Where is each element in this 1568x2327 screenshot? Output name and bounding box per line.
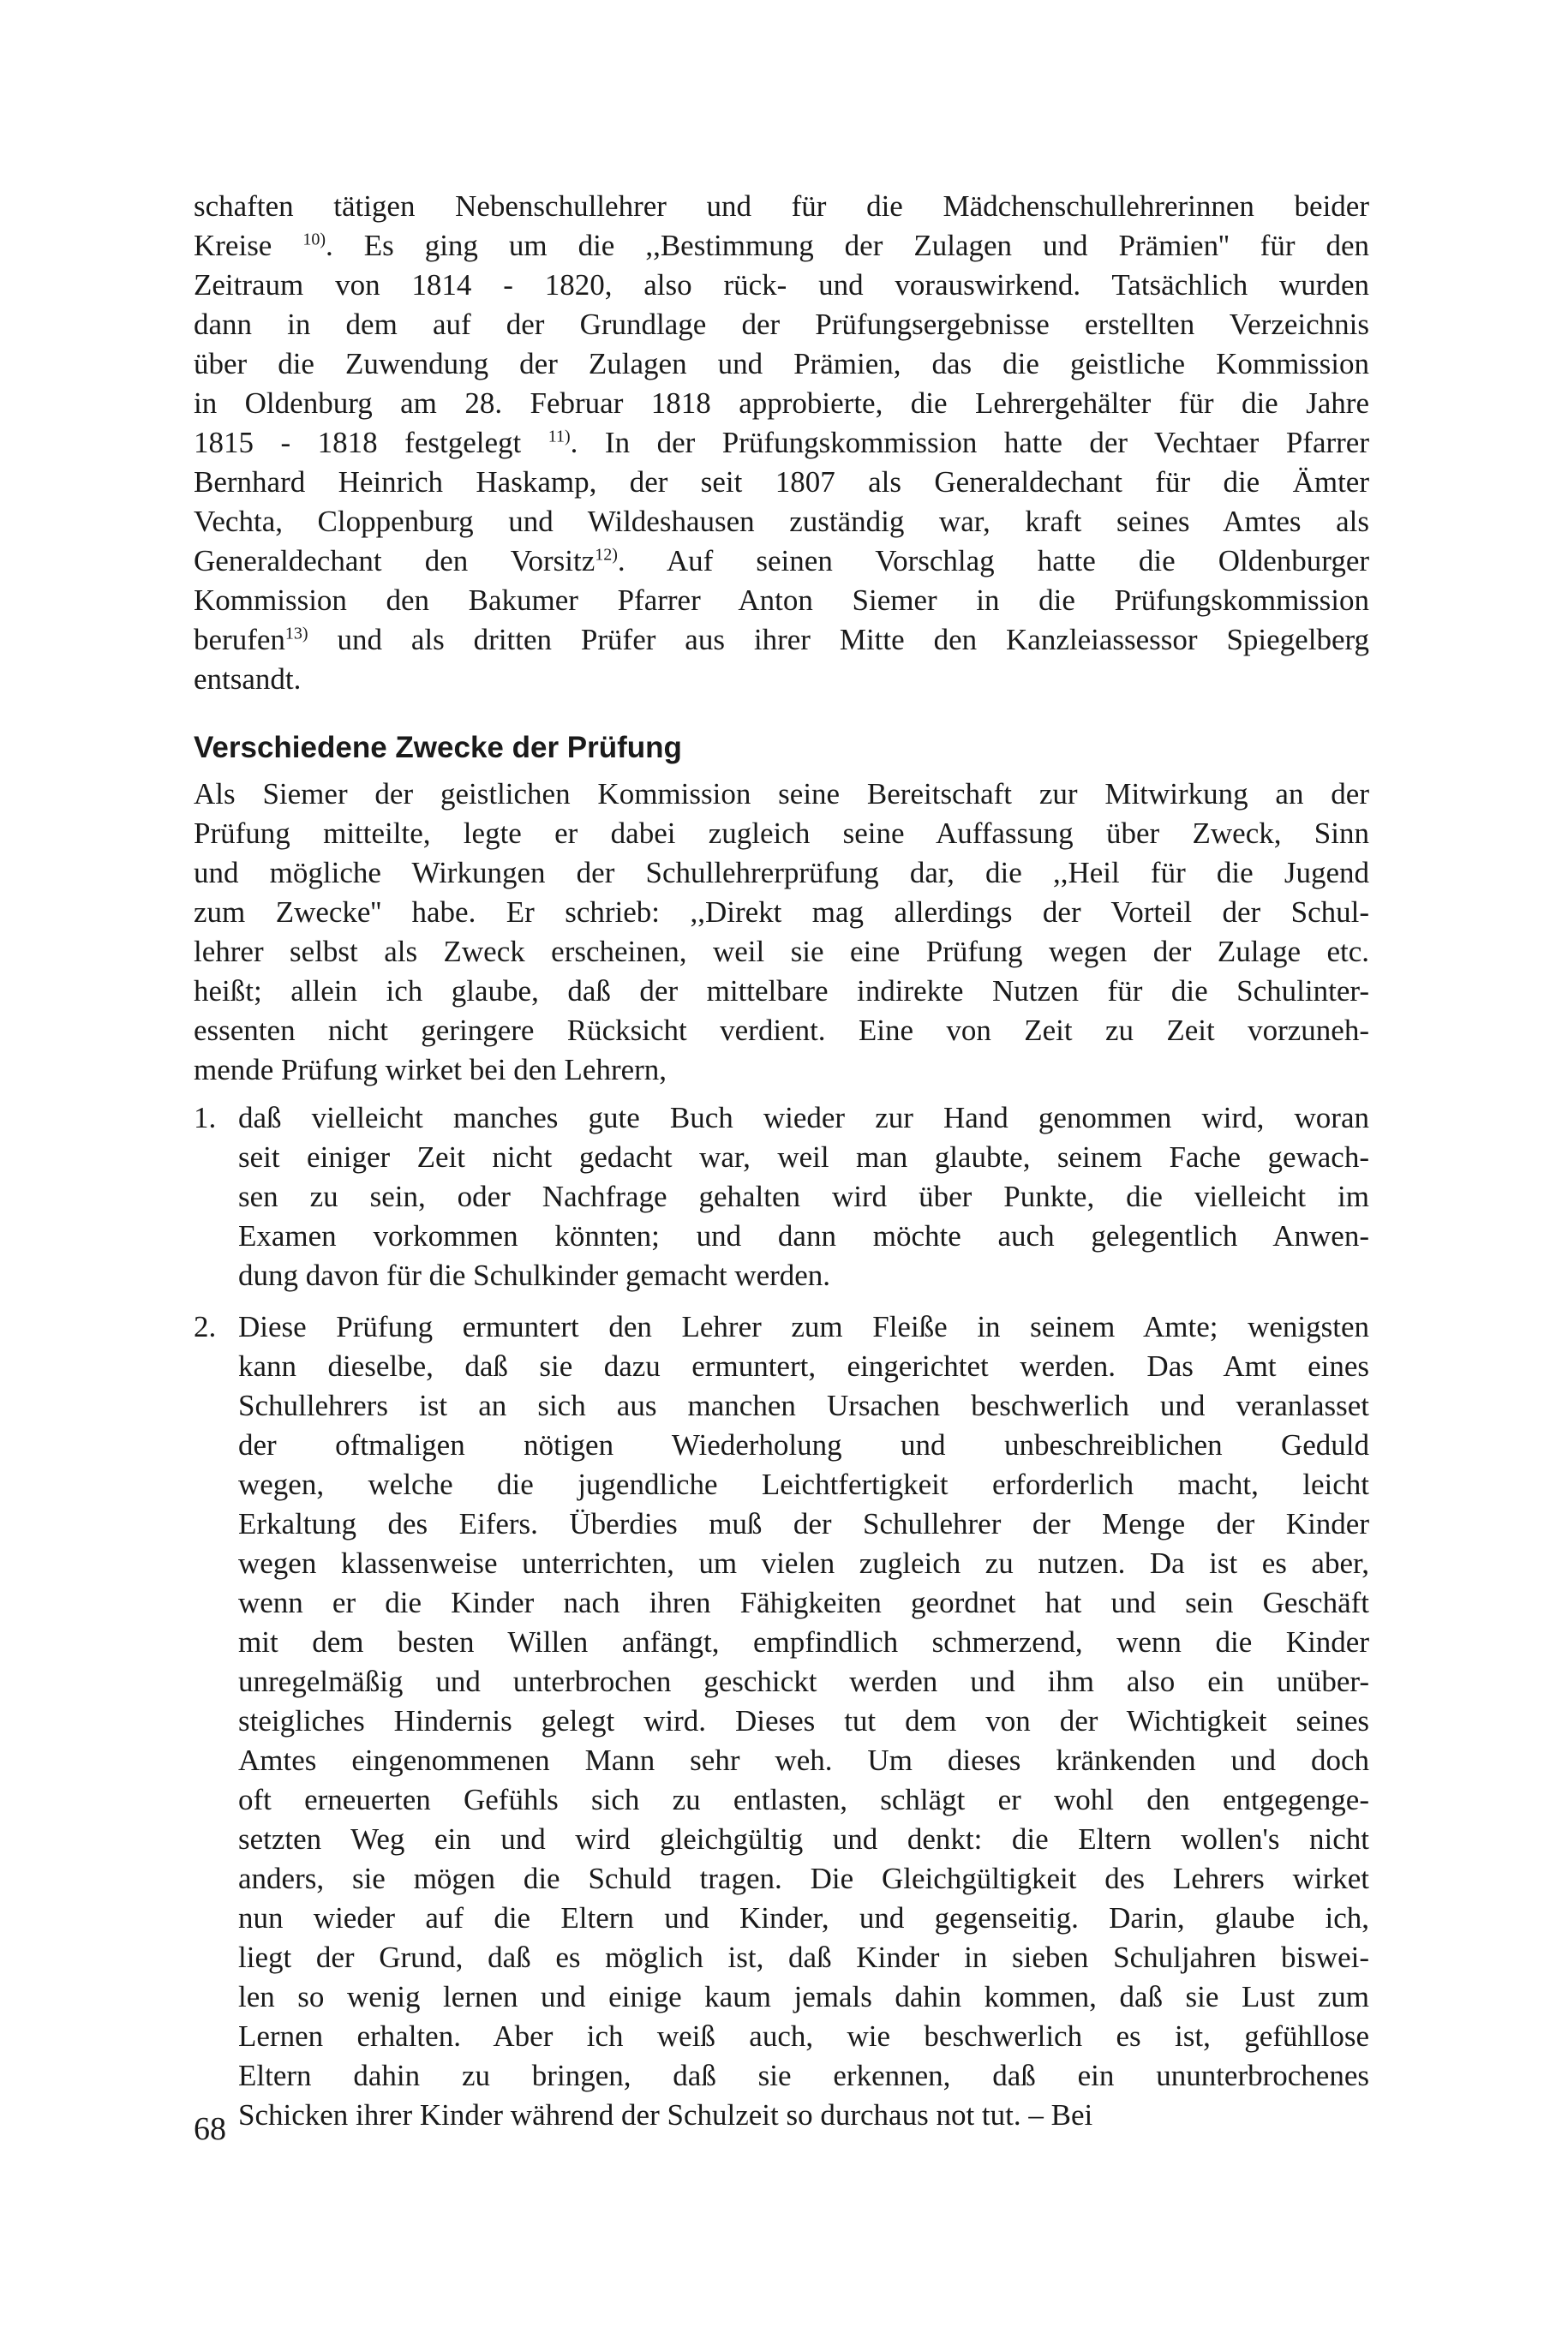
text-line: anders, sie mögen die Schuld tragen. Die Gleichgültigkeit des Lehrers wirket	[238, 1862, 1369, 1895]
text-line: steigliches Hindernis gelegt wird. Dieses tut dem von der Wichtigkeit seines	[238, 1704, 1369, 1738]
text-line: nun wieder auf die Eltern und Kinder, und gegenseitig. Darin, glaube ich,	[238, 1901, 1369, 1935]
text-line: unregelmäßig und unterbrochen geschickt werden und ihm also ein unüber-	[238, 1665, 1369, 1698]
text-line: dann in dem auf der Grundlage der Prüfungsergebnisse erstellten Verzeichnis	[194, 308, 1369, 341]
text-line: zum Zwecke'' habe. Er schrieb: ,,Direkt mag allerdings der Vorteil der Schul-	[194, 895, 1369, 929]
text-line: Erkaltung des Eifers. Überdies muß der Schullehrer der Menge der Kinder	[238, 1507, 1369, 1540]
text-line: Schullehrers ist an sich aus manchen Ursachen beschwerlich und veranlasset	[238, 1389, 1369, 1422]
text-line: Amtes eingenommenen Mann sehr weh. Um dieses kränkenden und doch	[238, 1744, 1369, 1777]
text-line: entsandt.	[194, 662, 302, 696]
footnote-ref: 10)	[302, 230, 326, 249]
text-line: Kreise $^{10)}$. Es ging um die ,,Bestimmung der Zulagen und Prämien'' für den	[194, 229, 1369, 262]
footnote-ref: 13)	[284, 624, 308, 643]
numbered-list	[194, 1098, 1369, 2135]
text-line: Diese Prüfung ermuntert den Lehrer zum Fleiße in seinem Amte; wenigsten	[238, 1310, 1369, 1343]
list-item	[194, 1098, 1369, 1295]
text-line: Schicken ihrer Kinder während der Schulzeit so durchaus not tut. – Bei	[238, 2098, 1093, 2132]
text-line: mit dem besten Willen anfängt, empfindlich schmerzend, wenn die Kinder	[238, 1625, 1369, 1659]
text-line: len so wenig lernen und einige kaum jemals dahin kommen, daß sie Lust zum	[238, 1980, 1369, 2013]
text-line: daß vielleicht manches gute Buch wieder zur Hand genommen wird, woran	[238, 1101, 1369, 1134]
list-item	[194, 1307, 1369, 2135]
text-line: Zeitraum von 1814 - 1820, also rück- und vorauswirkend. Tatsächlich wurden	[194, 268, 1369, 302]
text-line: 1815 - 1818 festgelegt $^{11)}$. In der Prüfungskommission hatte der Vechtaer Pfarrer	[194, 426, 1369, 459]
text-line: der oftmaligen nötigen Wiederholung und unbeschreiblichen Geduld	[238, 1428, 1369, 1462]
text-line: heißt; allein ich glaube, daß der mittelbare indirekte Nutzen für die Schulinter-	[194, 974, 1369, 1008]
text-line: Bernhard Heinrich Haskamp, der seit 1807 als Generaldechant für die Ämter	[194, 465, 1369, 499]
text-line: berufen$^{13)}$ und als dritten Prüfer aus ihrer Mitte den Kanzleiassessor Spiegelberg	[194, 623, 1369, 656]
text-line: Vechta, Cloppenburg und Wildeshausen zuständig war, kraft seines Amtes als	[194, 505, 1369, 538]
text-line: oft erneuerten Gefühls sich zu entlasten, schlägt er wohl den entgegenge-	[238, 1783, 1369, 1816]
text-line: dung davon für die Schulkinder gemacht werden.	[238, 1259, 831, 1292]
text-line: Kommission den Bakumer Pfarrer Anton Siemer in die Prüfungskommission	[194, 583, 1369, 617]
text-line: liegt der Grund, daß es möglich ist, daß Kinder in sieben Schuljahren biswei-	[238, 1941, 1369, 1974]
text-line: sen zu sein, oder Nachfrage gehalten wird über Punkte, die vielleicht im	[238, 1180, 1369, 1213]
text-line: seit einiger Zeit nicht gedacht war, weil man glaubte, seinem Fache gewach-	[238, 1140, 1369, 1174]
section-heading: Verschiedene Zwecke der Prüfung	[194, 731, 682, 764]
text-line: setzten Weg ein und wird gleichgültig und denkt: die Eltern wollen's nicht	[238, 1822, 1369, 1856]
text-line: Eltern dahin zu bringen, daß sie erkennen, daß ein ununterbrochenes	[238, 2059, 1369, 2092]
text-line: schaften tätigen Nebenschullehrer und für die Mädchenschullehrerinnen beider	[194, 189, 1369, 223]
intro-paragraph	[194, 187, 1369, 699]
text-line: Als Siemer der geistlichen Kommission seine Bereitschaft zur Mitwirkung an der	[194, 777, 1369, 811]
text-line: Examen vorkommen könnten; und dann möchte auch gelegentlich Anwen-	[238, 1219, 1369, 1253]
text-line: lehrer selbst als Zweck erscheinen, weil sie eine Prüfung wegen der Zulage etc.	[194, 935, 1369, 968]
text-line: Generaldechant den Vorsitz$^{12)}$. Auf seinen Vorschlag hatte die Oldenburger	[194, 544, 1370, 577]
list-item-number: 1.	[194, 1101, 217, 1134]
text-line: essenten nicht geringere Rücksicht verdient. Eine von Zeit zu Zeit vorzuneh-	[194, 1014, 1369, 1047]
footnote-ref: 12)	[595, 545, 618, 565]
text-line: Prüfung mitteilte, legte er dabei zugleich seine Auffassung über Zweck, Sinn	[194, 817, 1369, 850]
section-paragraph	[194, 775, 1369, 1090]
text-line: wegen klassenweise unterrichten, um vielen zugleich zu nutzen. Da ist es aber,	[238, 1546, 1369, 1580]
list-item-text	[238, 1098, 1369, 1295]
page-number: 68	[194, 2111, 226, 2147]
text-line: kann dieselbe, daß sie dazu ermuntert, eingerichtet werden. Das Amt eines	[238, 1349, 1369, 1383]
text-line: wegen, welche die jugendliche Leichtfertigkeit erforderlich macht, leicht	[238, 1468, 1369, 1501]
text-line: mende Prüfung wirket bei den Lehrern,	[194, 1053, 667, 1086]
page-body	[194, 187, 1369, 2147]
text-line: über die Zuwendung der Zulagen und Prämien, das die geistliche Kommission	[194, 347, 1369, 380]
footnote-ref: 11)	[548, 427, 571, 446]
text-line: und mögliche Wirkungen der Schullehrerprüfung dar, die ,,Heil für die Jugend	[194, 856, 1369, 889]
text-line: in Oldenburg am 28. Februar 1818 approbierte, die Lehrergehälter für die Jahre	[194, 386, 1369, 420]
text-line: wenn er die Kinder nach ihren Fähigkeiten geordnet hat und sein Geschäft	[238, 1586, 1369, 1619]
list-item-text	[238, 1307, 1369, 2135]
text-line: Lernen erhalten. Aber ich weiß auch, wie beschwerlich es ist, gefühllose	[238, 2019, 1369, 2053]
list-item-number: 2.	[194, 1310, 217, 1343]
